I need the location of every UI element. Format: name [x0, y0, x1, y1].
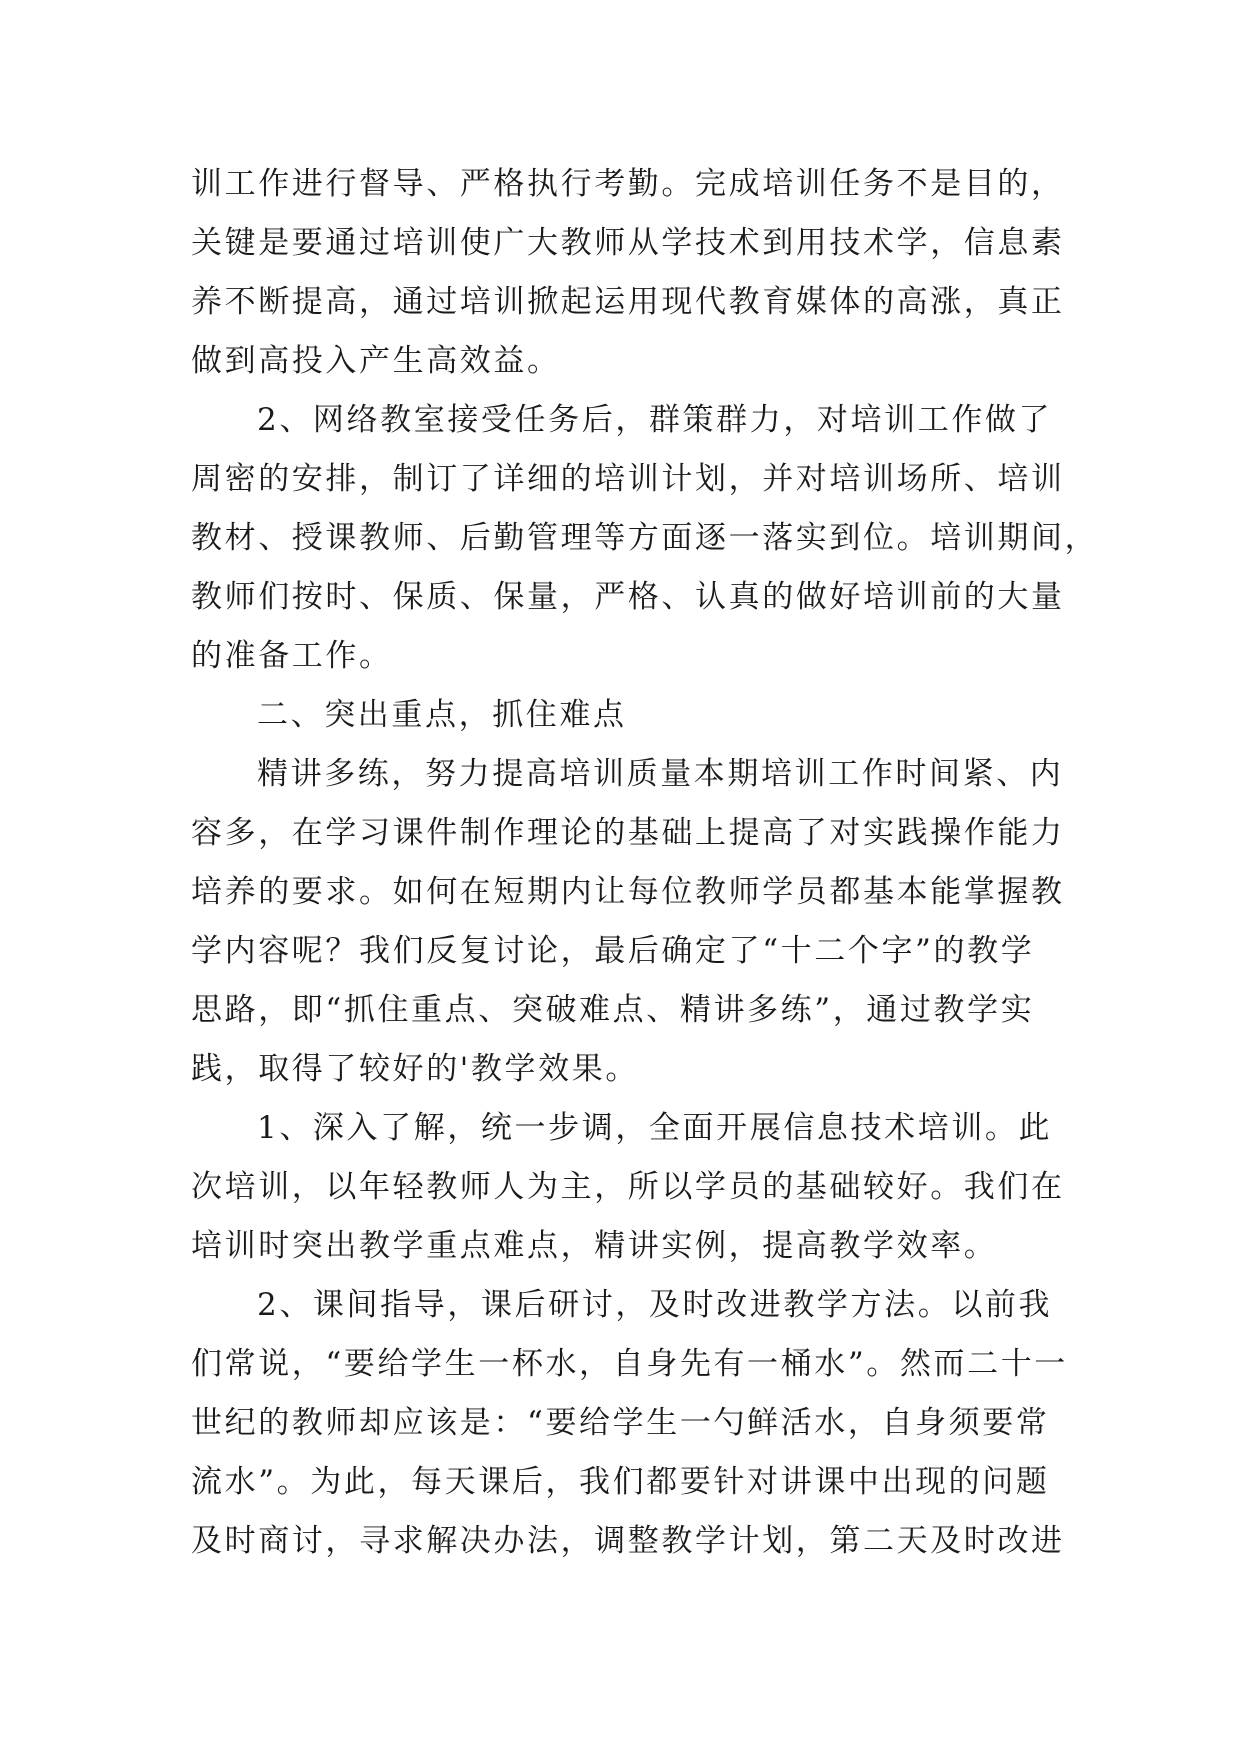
text-line: 教师们按时、保质、保量，严格、认真的做好培训前的大量: [191, 579, 1065, 615]
text-line: 践，取得了较好的'教学效果。: [191, 1051, 639, 1087]
text-line: 教材、授课教师、后勤管理等方面逐一落实到位。培训期间，: [191, 520, 1099, 556]
paragraph-start-line: 精讲多练，努力提高培训质量本期培训工作时间紧、内: [257, 756, 1064, 792]
text-line: 培养的要求。如何在短期内让每位教师学员都基本能掌握教: [191, 874, 1065, 910]
text-line: 训工作进行督导、严格执行考勤。完成培训任务不是目的，: [191, 166, 1065, 202]
text-line: 培训时突出教学重点难点，精讲实例，提高教学效率。: [191, 1228, 998, 1264]
section-heading: 二、突出重点，抓住难点: [257, 697, 627, 733]
text-line: 容多，在学习课件制作理论的基础上提高了对实践操作能力: [191, 815, 1065, 851]
text-line: 周密的安排，制订了详细的培训计划，并对培训场所、培训: [191, 461, 1065, 497]
text-line: 及时商讨，寻求解决办法，调整教学计划，第二天及时改进: [191, 1523, 1065, 1559]
text-line: 养不断提高，通过培训掀起运用现代教育媒体的高涨，真正: [191, 284, 1065, 320]
text-line: 做到高投入产生高效益。: [191, 343, 561, 379]
paragraph-start-line: 2、网络教室接受任务后，群策群力，对培训工作做了: [257, 402, 1053, 438]
text-line: 思路，即“抓住重点、突破难点、精讲多练”，通过教学实: [191, 992, 1035, 1028]
text-line: 关键是要通过培训使广大教师从学技术到用技术学，信息素: [191, 225, 1065, 261]
text-line: 们常说，“要给学生一杯水，自身先有一桶水”。然而二十一: [191, 1346, 1068, 1382]
document-body: [191, 155, 1099, 1571]
text-line: 世纪的教师却应该是：“要给学生一勺鲜活水，自身须要常: [191, 1405, 1050, 1441]
text-line: 次培训，以年轻教师人为主，所以学员的基础较好。我们在: [191, 1169, 1065, 1205]
paragraph-start-line: 1、深入了解，统一步调，全面开展信息技术培训。此: [257, 1110, 1053, 1146]
paragraph-start-line: 2、课间指导，课后研讨，及时改进教学方法。以前我: [257, 1287, 1053, 1323]
text-line: 学内容呢？我们反复讨论，最后确定了“十二个字”的教学: [191, 933, 1035, 969]
text-line: 的准备工作。: [191, 638, 393, 674]
text-line: 流水”。为此，每天课后，我们都要针对讲课中出现的问题: [191, 1464, 1050, 1500]
